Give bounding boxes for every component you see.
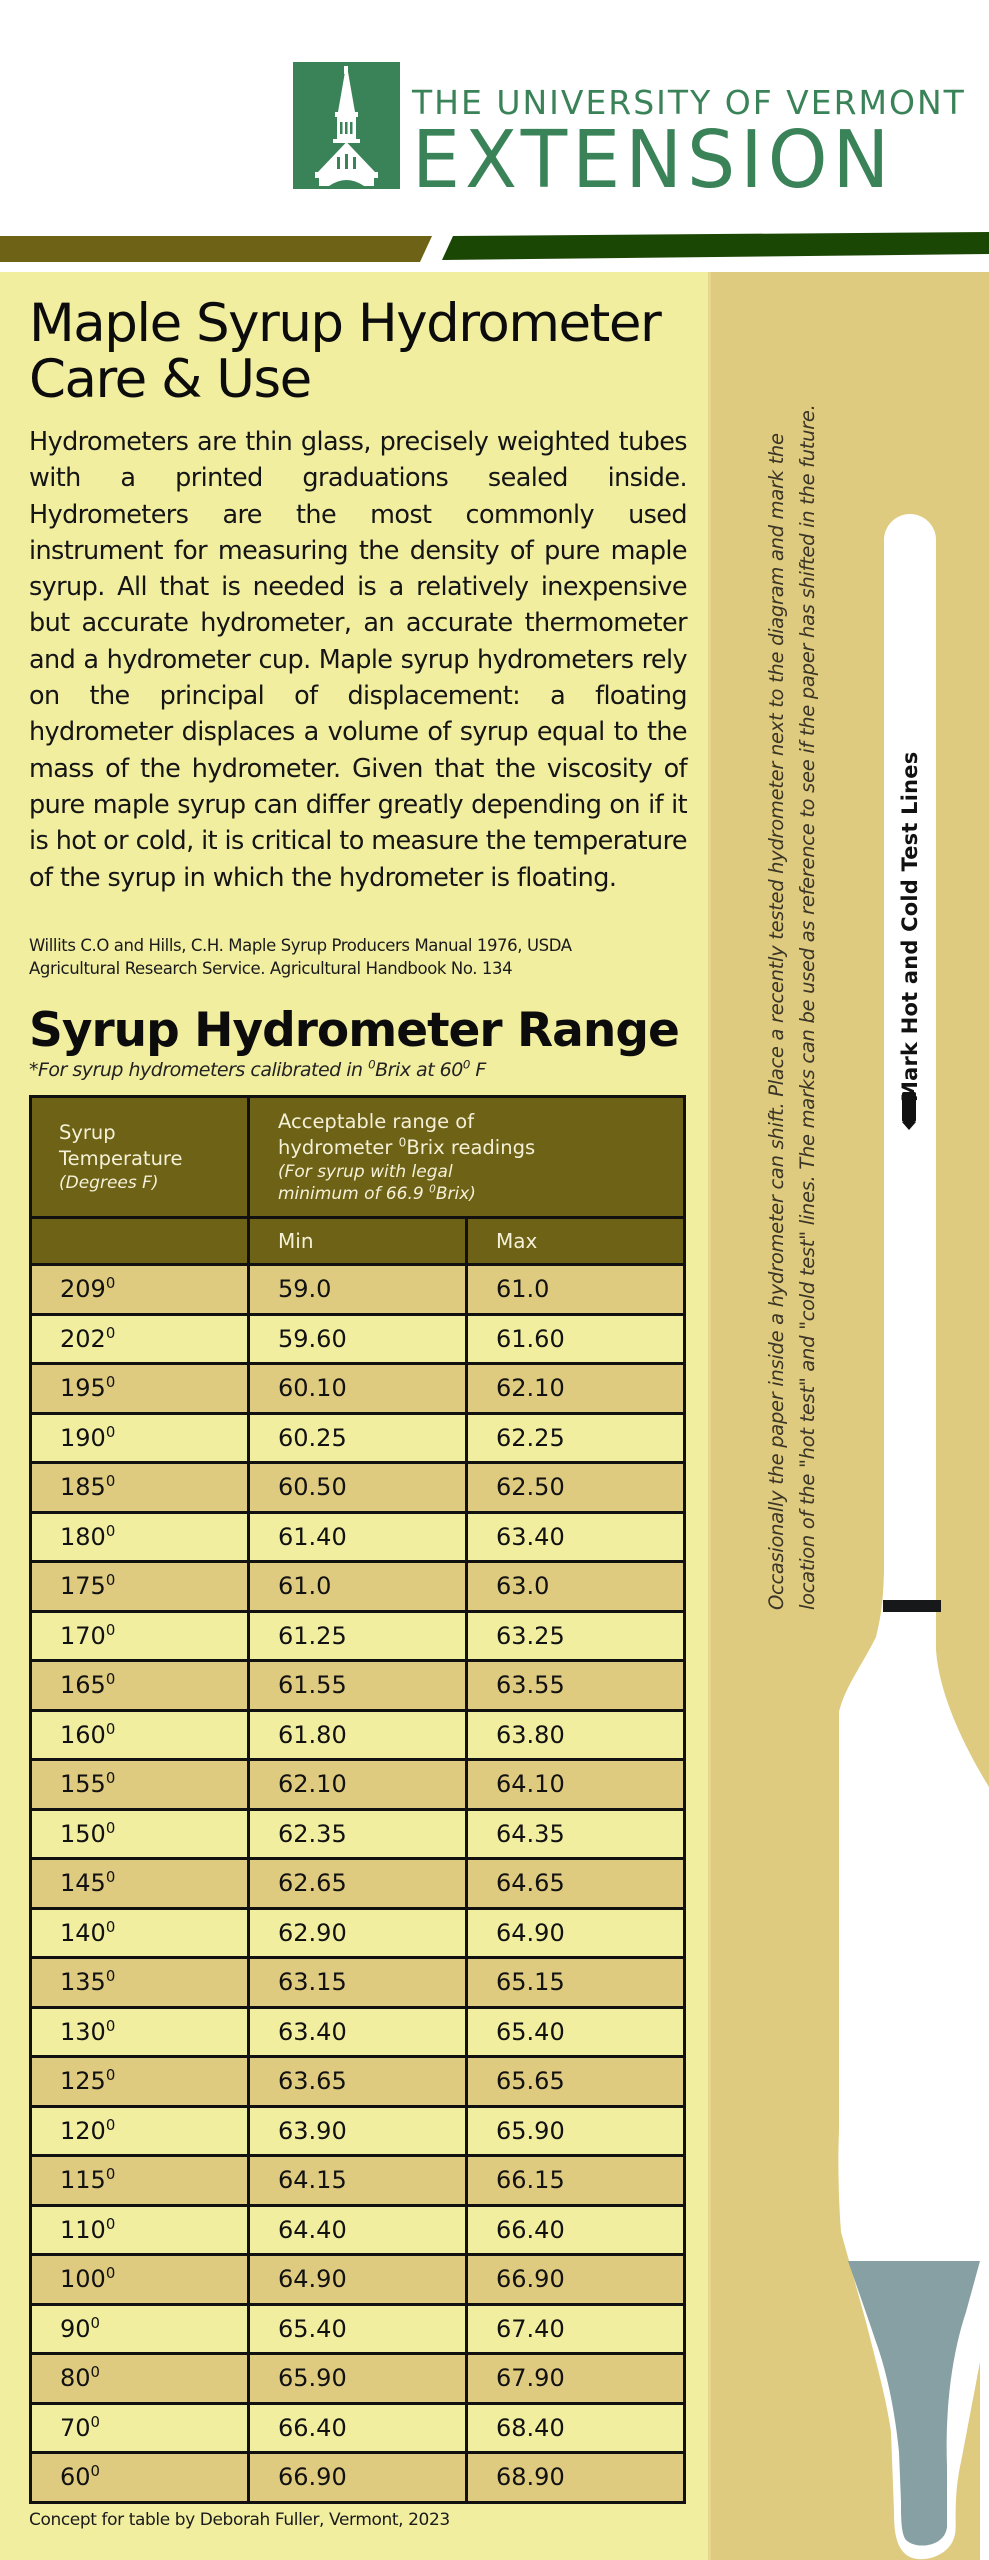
temperature-cell: $202^0$ <box>31 1314 249 1364</box>
table-row <box>31 2255 685 2305</box>
min-cell: 65.90 <box>249 2354 467 2404</box>
table-row <box>31 1463 685 1513</box>
max-cell: 65.90 <box>467 2106 685 2156</box>
main-content <box>0 272 708 2560</box>
hydrometer-sidebar <box>708 272 989 2560</box>
temperature-cell: $165^0$ <box>31 1661 249 1711</box>
temperature-cell: $145^0$ <box>31 1859 249 1909</box>
header-syrup-temperature: Syrup Temperature (Degrees F) <box>31 1097 249 1218</box>
min-cell: 61.80 <box>249 1710 467 1760</box>
hydrometer-label: Mark Hot and Cold Test Lines <box>898 751 922 1102</box>
table-row <box>31 2057 685 2107</box>
max-cell: 64.65 <box>467 1859 685 1909</box>
page-title: Maple Syrup Hydrometer Care & Use <box>29 293 661 410</box>
max-cell: 65.15 <box>467 1958 685 2008</box>
min-cell: 62.35 <box>249 1809 467 1859</box>
min-cell: 61.25 <box>249 1611 467 1661</box>
citation: Willits C.O and Hills, C.H. Maple Syrup Producers Manual 1976, USDA Agricultural Research Service. Agricultural Handbook No. 134 <box>29 936 572 978</box>
temperature-cell: $209^0$ <box>31 1265 249 1315</box>
min-cell: 63.65 <box>249 2057 467 2107</box>
max-cell: 68.90 <box>467 2453 685 2503</box>
temperature-cell: $90^0$ <box>31 2304 249 2354</box>
temperature-cell: $60^0$ <box>31 2453 249 2503</box>
table-row <box>31 1809 685 1859</box>
table-row <box>31 2205 685 2255</box>
max-cell: 67.40 <box>467 2304 685 2354</box>
table-credit: Concept for table by Deborah Fuller, Vermont, 2023 <box>29 2510 450 2530</box>
min-cell: 62.10 <box>249 1760 467 1810</box>
table-row <box>31 1364 685 1414</box>
min-cell: 59.0 <box>249 1265 467 1315</box>
min-cell: 64.40 <box>249 2205 467 2255</box>
max-cell: 63.80 <box>467 1710 685 1760</box>
table-row <box>31 1314 685 1364</box>
table-row <box>31 2156 685 2206</box>
max-cell: 64.35 <box>467 1809 685 1859</box>
table-row <box>31 2453 685 2503</box>
test-line-mark <box>883 1600 941 1612</box>
max-cell: 68.40 <box>467 2403 685 2453</box>
table-row <box>31 1611 685 1661</box>
temperature-cell: $180^0$ <box>31 1512 249 1562</box>
max-cell: 63.55 <box>467 1661 685 1711</box>
temperature-cell: $170^0$ <box>31 1611 249 1661</box>
table-row <box>31 1710 685 1760</box>
header-blank <box>31 1218 249 1265</box>
min-cell: 62.65 <box>249 1859 467 1909</box>
temperature-cell: $120^0$ <box>31 2106 249 2156</box>
table-row <box>31 1512 685 1562</box>
table-row <box>31 2304 685 2354</box>
max-cell: 61.0 <box>467 1265 685 1315</box>
calibration-note: *For syrup hydrometers calibrated in $^0$Brix at $60^0$ F <box>29 1057 486 1081</box>
temperature-cell: $160^0$ <box>31 1710 249 1760</box>
intro-paragraph: Hydrometers are thin glass, precisely weighted tubes with a printed graduations sealed inside. Hydrometers are the most commonly used instrument for measuring the density of pure maple syrup. All that is needed is a relatively inexpensive but accurate hydrometer, an accurate thermometer and a hydrometer cup. Maple syrup hydrometers rely on the principal of displacement: a floating hydrometer displaces a volume of syrup equal to the mass of the hydrometer. Given that the viscosity of pure maple syrup can differ greatly depending on if it is hot or cold, it is critical to measure the temperature of the syrup in which the hydrometer is floating. <box>29 427 687 893</box>
table-row <box>31 1265 685 1315</box>
max-cell: 63.40 <box>467 1512 685 1562</box>
min-cell: 66.40 <box>249 2403 467 2453</box>
table-row <box>31 1760 685 1810</box>
max-cell: 64.10 <box>467 1760 685 1810</box>
temperature-cell: $115^0$ <box>31 2156 249 2206</box>
header-stripes <box>0 232 989 266</box>
table-row <box>31 1661 685 1711</box>
temperature-cell: $130^0$ <box>31 2007 249 2057</box>
temperature-cell: $100^0$ <box>31 2255 249 2305</box>
temperature-cell: $155^0$ <box>31 1760 249 1810</box>
min-cell: 61.0 <box>249 1562 467 1612</box>
max-cell: 61.60 <box>467 1314 685 1364</box>
max-cell: 65.40 <box>467 2007 685 2057</box>
max-cell: 65.65 <box>467 2057 685 2107</box>
min-cell: 66.90 <box>249 2453 467 2503</box>
table-row <box>31 1859 685 1909</box>
min-cell: 60.50 <box>249 1463 467 1513</box>
min-cell: 60.10 <box>249 1364 467 1414</box>
min-cell: 60.25 <box>249 1413 467 1463</box>
table-row <box>31 2354 685 2404</box>
min-cell: 61.40 <box>249 1512 467 1562</box>
table-row <box>31 1908 685 1958</box>
hydrometer-range-table <box>29 1095 686 2504</box>
max-cell: 66.15 <box>467 2156 685 2206</box>
table-row <box>31 2007 685 2057</box>
hydrometer-diagram <box>711 272 989 2560</box>
min-cell: 63.15 <box>249 1958 467 2008</box>
min-cell: 63.90 <box>249 2106 467 2156</box>
page-header <box>0 0 989 272</box>
temperature-cell: $190^0$ <box>31 1413 249 1463</box>
min-cell: 63.40 <box>249 2007 467 2057</box>
max-cell: 67.90 <box>467 2354 685 2404</box>
temperature-cell: $140^0$ <box>31 1908 249 1958</box>
temperature-cell: $150^0$ <box>31 1809 249 1859</box>
header-min: Min <box>249 1218 467 1265</box>
max-cell: 63.0 <box>467 1562 685 1612</box>
temperature-cell: $70^0$ <box>31 2403 249 2453</box>
temperature-cell: $175^0$ <box>31 1562 249 1612</box>
max-cell: 62.10 <box>467 1364 685 1414</box>
uvm-extension-wordmark: THE UNIVERSITY OF VERMONT EXTENSION <box>412 83 966 207</box>
min-cell: 64.15 <box>249 2156 467 2206</box>
min-cell: 62.90 <box>249 1908 467 1958</box>
min-cell: 64.90 <box>249 2255 467 2305</box>
header-acceptable-range: Acceptable range of hydrometer $^0$Brix readings (For syrup with legal minimum of 66.9 $^0$Brix) <box>249 1097 685 1218</box>
uvm-tower-logo-icon <box>293 62 400 189</box>
temperature-cell: $135^0$ <box>31 1958 249 2008</box>
max-cell: 62.25 <box>467 1413 685 1463</box>
max-cell: 62.50 <box>467 1463 685 1513</box>
temperature-cell: $110^0$ <box>31 2205 249 2255</box>
header-max: Max <box>467 1218 685 1265</box>
max-cell: 64.90 <box>467 1908 685 1958</box>
max-cell: 63.25 <box>467 1611 685 1661</box>
sidebar-instructions: Occasionally the paper inside a hydrometer can shift. Place a recently tested hydrometer next to the diagram and mark the location of the "hot test" and "cold test" lines. The marks can be used as reference to see if the paper has shifted in the future. <box>765 404 819 1610</box>
table-row <box>31 1562 685 1612</box>
max-cell: 66.40 <box>467 2205 685 2255</box>
table-row <box>31 2403 685 2453</box>
temperature-cell: $125^0$ <box>31 2057 249 2107</box>
table-row <box>31 1413 685 1463</box>
section-title: Syrup Hydrometer Range <box>29 1003 679 1058</box>
min-cell: 61.55 <box>249 1661 467 1711</box>
min-cell: 65.40 <box>249 2304 467 2354</box>
table-row <box>31 2106 685 2156</box>
temperature-cell: $185^0$ <box>31 1463 249 1513</box>
temperature-cell: $80^0$ <box>31 2354 249 2404</box>
max-cell: 66.90 <box>467 2255 685 2305</box>
table-row <box>31 1958 685 2008</box>
temperature-cell: $195^0$ <box>31 1364 249 1414</box>
min-cell: 59.60 <box>249 1314 467 1364</box>
